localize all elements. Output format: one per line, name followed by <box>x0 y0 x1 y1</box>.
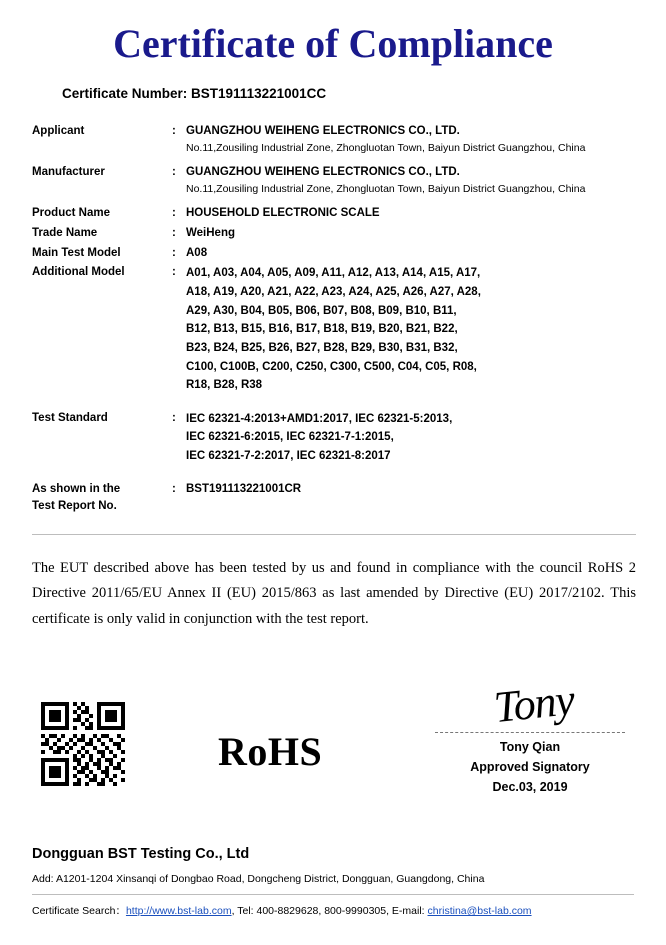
qr-code <box>41 702 125 786</box>
certificate-number: Certificate Number: BST191113221001CC <box>62 86 327 101</box>
compliance-statement: The EUT described above has been tested by us and found in compliance with the council RoHS 2 Directive 2011/65/EU Annex II (EU) 2015/863 as last amended by Directive (EU) 2017/2102. This certificate is only valid in conjunction with the test report. <box>32 560 636 627</box>
footer-divider <box>32 894 634 895</box>
footer-contact-text: , Tel: 400-8829628, 800-9990305, E-mail: <box>231 905 428 917</box>
footer-contact-line <box>32 903 666 918</box>
standard-line: IEC 62321-7-2:2017, IEC 62321-8:2017 <box>186 450 391 463</box>
field-label: Manufacturer <box>32 165 105 178</box>
field-value-sub: No.11,Zousiling Industrial Zone, Zhongluotan Town, Baiyun District Guangzhou, China <box>186 182 586 195</box>
footer-address: Add: A1201-1204 Xinsanqi of Dongbao Road, Dongcheng District, Dongguan, Guangdong, China <box>32 873 485 885</box>
field-label: Additional Model <box>32 266 125 279</box>
field-colon: : <box>172 165 176 178</box>
field-row-applicant <box>32 123 642 155</box>
field-value: A08 <box>186 246 208 259</box>
field-value <box>186 123 642 155</box>
signature-image: Tony <box>491 674 577 733</box>
model-line: B12, B13, B15, B16, B17, B18, B19, B20, B21, B22, <box>186 323 458 336</box>
spacer <box>32 468 642 481</box>
field-label: Product Name <box>32 206 110 219</box>
model-line: B23, B24, B25, B26, B27, B28, B29, B30, B31, B32, <box>186 341 458 354</box>
field-row-product-name <box>32 205 642 223</box>
field-row-manufacturer <box>32 164 642 196</box>
field-colon: : <box>172 482 176 495</box>
field-row-trade-name <box>32 225 642 243</box>
field-label-line2: Test Report No. <box>32 500 117 513</box>
field-value <box>186 164 642 196</box>
field-colon: : <box>172 246 176 259</box>
certificate-search-link[interactable]: http://www.bst-lab.com <box>125 905 232 917</box>
model-line: A29, A30, B04, B05, B06, B07, B08, B09, B10, B11, <box>186 304 457 317</box>
field-value-main: GUANGZHOU WEIHENG ELECTRONICS CO., LTD. <box>186 165 460 178</box>
footer-email-link[interactable]: christina@bst-lab.com <box>427 905 532 917</box>
field-value: BST191113221001CR <box>186 482 302 495</box>
footer <box>0 846 666 918</box>
spacer <box>32 198 642 205</box>
rohs-mark: RoHS <box>218 729 323 774</box>
page-title: Certificate of Compliance <box>113 21 553 66</box>
model-line: A01, A03, A04, A05, A09, A11, A12, A13, A14, A15, A17, <box>186 267 481 280</box>
signatory-name: Tony Qian <box>499 740 561 754</box>
field-label-line1: As shown in the <box>32 482 121 495</box>
field-label: Test Standard <box>32 411 108 424</box>
field-colon: : <box>172 226 176 239</box>
field-value-sub: No.11,Zousiling Industrial Zone, Zhongluotan Town, Baiyun District Guangzhou, China <box>186 141 586 154</box>
field-label: Trade Name <box>32 226 98 239</box>
field-row-test-standard <box>32 410 642 466</box>
field-row-test-report-no <box>32 481 642 517</box>
field-row-additional-model <box>32 264 642 394</box>
divider <box>32 534 636 535</box>
model-line: A18, A19, A20, A21, A22, A23, A24, A25, A26, A27, A28, <box>186 286 481 299</box>
certificate-page <box>0 22 666 945</box>
field-colon: : <box>172 206 176 219</box>
model-line: R18, B28, R38 <box>186 379 263 392</box>
field-label <box>32 481 172 517</box>
signature-date: Dec.03, 2019 <box>492 780 568 794</box>
footer-search-label: Certificate Search： <box>32 905 126 917</box>
field-row-main-test-model <box>32 245 642 263</box>
standard-line: IEC 62321-4:2013+AMD1:2017, IEC 62321-5:2013, <box>186 412 453 425</box>
field-value: WeiHeng <box>186 226 235 239</box>
model-line: C100, C100B, C200, C250, C300, C500, C04, C05, R08, <box>186 360 477 373</box>
footer-company-name: Dongguan BST Testing Co., Ltd <box>32 846 250 862</box>
signatory-role: Approved Signatory <box>470 760 590 774</box>
field-colon: : <box>172 125 176 137</box>
spacer <box>32 397 642 410</box>
field-label: Main Test Model <box>32 246 121 259</box>
field-colon: : <box>172 411 176 424</box>
field-value <box>186 410 642 466</box>
field-value <box>186 264 642 394</box>
field-value: HOUSEHOLD ELECTRONIC SCALE <box>186 206 380 219</box>
field-value-main: GUANGZHOU WEIHENG ELECTRONICS CO., LTD. <box>186 125 460 137</box>
field-colon: : <box>172 266 176 279</box>
fields-table <box>32 123 642 516</box>
spacer <box>32 157 642 164</box>
field-label: Applicant <box>32 125 85 137</box>
standard-line: IEC 62321-6:2015, IEC 62321-7-1:2015, <box>186 431 394 444</box>
signature-block <box>420 674 640 794</box>
